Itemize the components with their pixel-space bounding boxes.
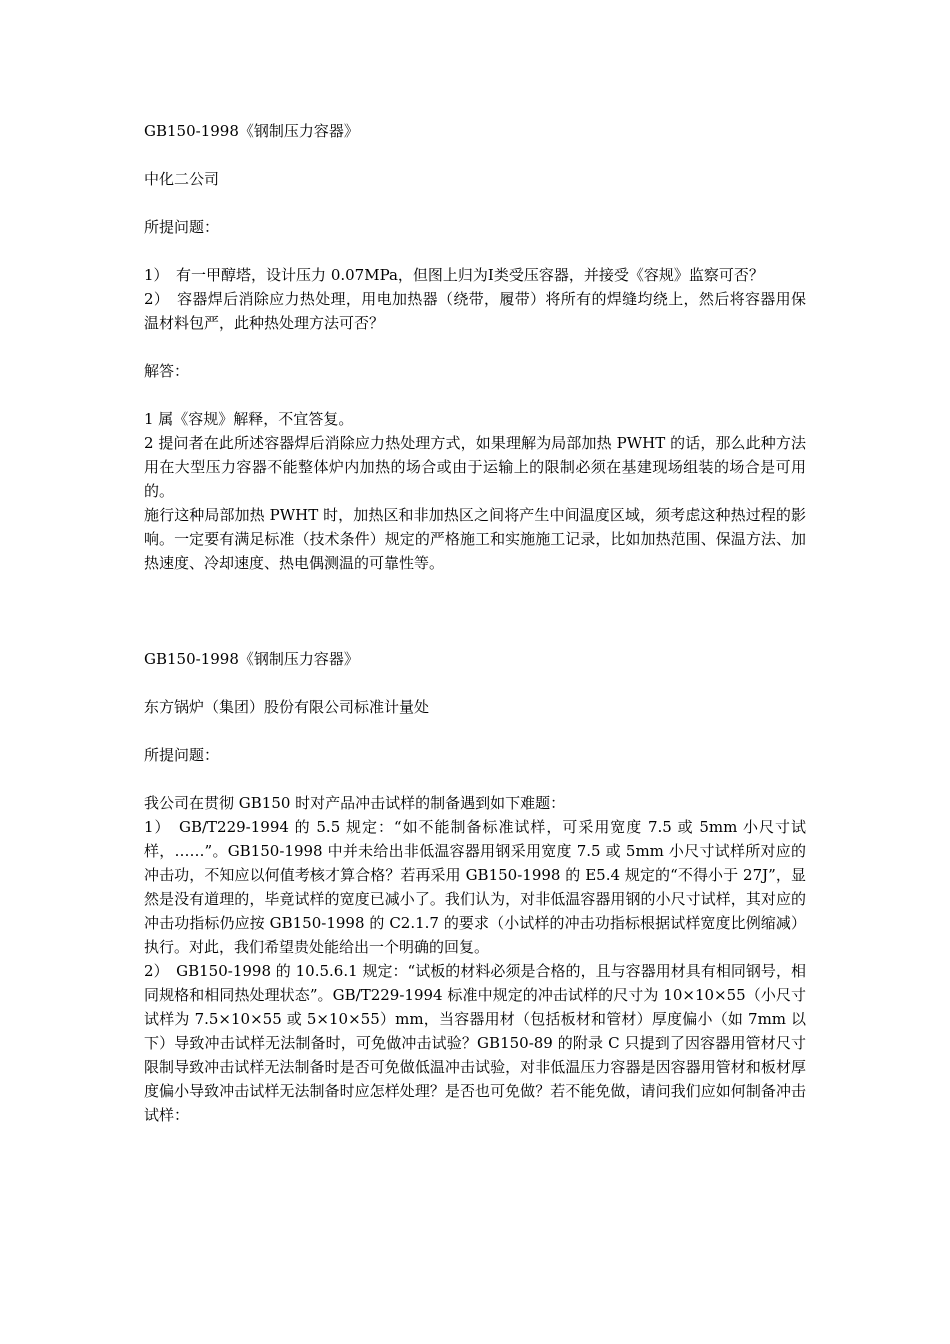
section1-question-heading: 所提问题：: [144, 218, 220, 236]
section2-org: 东方锅炉（集团）股份有限公司标准计量处: [144, 698, 430, 716]
section2-question-heading: 所提问题：: [144, 746, 220, 764]
section2-question-2: 2） GB150-1998 的 10.5.6.1 规定：“试板的材料必须是合格的，且与容器用材具有相同钢号，相同规格和相同热处理状态”。GB/T229-1994 标准中规定的冲击试样的尺寸为 10×10×55（小尺寸试样为 7.5×10×55 或 5×10×55）mm，当容器用材（包括板材和管材）厚度偏小（如 7mm 以下）导致冲击试样无法制备时，可免做冲击试验？GB150-89 的附录 C 只提到了因容器用管材尺寸限制导致冲击试样无法制备时是否可免做低温冲击试验，对非低温压力容器是因容器用管材和板材厚度偏小导致冲击试样无法制备时应怎样处理？是否也可免做？若不能免做，请问我们应如何制备冲击试样：: [144, 962, 806, 1124]
section1-answer-2: 2 提问者在此所述容器焊后消除应力热处理方式，如果理解为局部加热 PWHT 的话，那么此种方法用在大型压力容器不能整体炉内加热的场合或由于运输上的限制必须在基建现场组装的场合是可用的。: [144, 434, 806, 500]
section1-question-2: 2） 容器焊后消除应力热处理，用电加热器（绕带，履带）将所有的焊缝均绕上，然后将容器用保温材料包严，此种热处理方法可否？: [144, 290, 806, 332]
section1-answer-heading: 解答：: [144, 362, 190, 380]
section2-title: GB150-1998《钢制压力容器》: [144, 650, 359, 668]
section1-org: 中化二公司: [144, 170, 220, 188]
section2-question-1: 1） GB/T229-1994 的 5.5 规定：“如不能制备标准试样，可采用宽度 7.5 或 5mm 小尺寸试样，……”。GB150-1998 中并未给出非低温容器用钢采用宽度 7.5 或 5mm 小尺寸试样所对应的冲击功，不知应以何值考核才算合格？若再采用 GB150-1998 的 E5.4 规定的“不得小于 27J”，显然是没有道理的，毕竟试样的宽度已减小了。我们认为，对非低温容器用钢的小尺寸试样，其对应的冲击功指标仍应按 GB150-1998 的 C2.1.7 的要求（小试样的冲击功指标根据试样宽度比例缩减）执行。对此，我们希望贵处能给出一个明确的回复。: [144, 818, 806, 956]
section2-intro: 我公司在贯彻 GB150 时对产品冲击试样的制备遇到如下难题：: [144, 794, 566, 812]
section1-title: GB150-1998《钢制压力容器》: [144, 122, 359, 140]
section1-answer-1: 1 属《容规》解释，不宜答复。: [144, 410, 354, 428]
document-page: [144, 119, 806, 1127]
section1-question-1: 1） 有一甲醇塔，设计压力 0.07MPa，但图上归为Ⅰ类受压容器，并接受《容规》监察可否？: [144, 266, 764, 284]
section1-answer-3: 施行这种局部加热 PWHT 时，加热区和非加热区之间将产生中间温度区域，须考虑这种热过程的影响。一定要有满足标准（技术条件）规定的严格施工和实施施工记录，比如加热范围、保温方法、加热速度、冷却速度、热电偶测温的可靠性等。: [144, 506, 806, 572]
